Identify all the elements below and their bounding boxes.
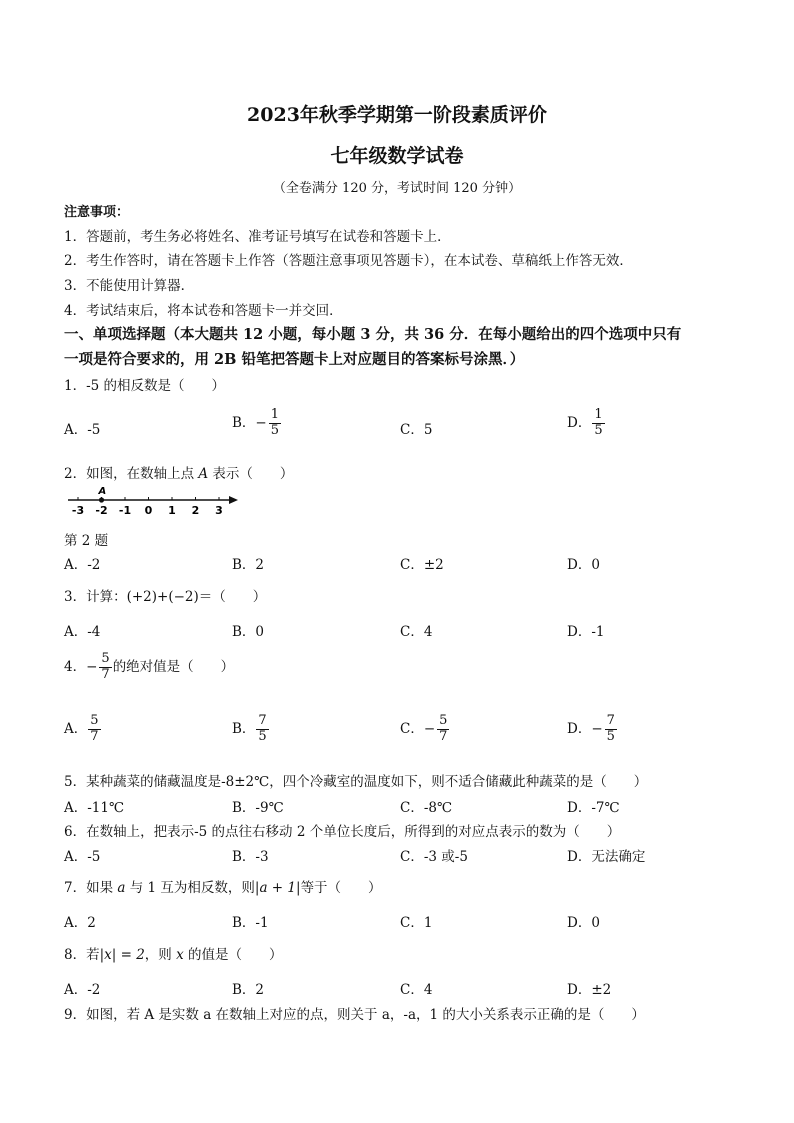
q1-option-c: C．5 xyxy=(400,422,433,438)
number-line-arrow xyxy=(229,496,238,504)
section-heading-line2: 一项是符合要求的，用 2B 铅笔把答题卡上对应题目的答案标号涂黑．） xyxy=(64,351,525,368)
q9-stem: 9．如图，若 A 是实数 a 在数轴上对应的点，则关于 a，-a，1 的大小关系表示正确的是（ ） xyxy=(64,1007,645,1023)
q1-option-b: B．− $\frac{1}{5}$ xyxy=(232,407,280,438)
q2-caption: 第 2 题 xyxy=(64,533,109,549)
q2-stem: 2．如图，在数轴上点 A 表示（ ） xyxy=(64,466,294,482)
q6-option-d: D．无法确定 xyxy=(567,849,646,865)
q5-option-a: A．-11℃ xyxy=(64,800,125,816)
number-line-tick-label: 0 xyxy=(144,504,153,517)
notice-item: 4．考试结束后，将本试卷和答题卡一并交回． xyxy=(64,303,343,319)
q3-option-d: D．-1 xyxy=(567,624,605,640)
q2-option-c: C．±2 xyxy=(400,557,444,573)
q5-option-b: B．-9℃ xyxy=(232,800,284,816)
q4-option-a: A． $\frac{5}{7}$ xyxy=(64,713,99,744)
q5-stem: 5．某种蔬菜的储藏温度是-8±2℃，四个冷藏室的温度如下，则不适合储藏此种蔬菜的是（ ） xyxy=(64,774,648,790)
q2-number-line xyxy=(66,482,246,518)
exam-subtitle: 七年级数学试卷 xyxy=(330,145,464,167)
q2-option-a: A．-2 xyxy=(64,557,101,573)
notice-item: 1．答题前，考生务必将姓名、准考证号填写在试卷和答题卡上． xyxy=(64,229,451,245)
q5-option-d: D．-7℃ xyxy=(567,800,620,816)
q4-stem: 4．− $\frac{5}{7}$ 的绝对值是（ ） xyxy=(64,651,235,682)
number-line-tick-label: 3 xyxy=(215,504,223,517)
q8-option-c: C．4 xyxy=(400,982,433,998)
number-line-tick-label: -2 xyxy=(95,504,108,517)
q1-option-a: A．-5 xyxy=(64,422,101,438)
number-line-tick-label: -3 xyxy=(71,504,85,517)
q3-option-b: B．0 xyxy=(232,624,265,640)
q3-expression: (+2)+(−2) xyxy=(126,589,199,605)
number-line-tick-label: 1 xyxy=(168,504,176,517)
notice-heading: 注意事项： xyxy=(64,205,130,220)
q7-stem: 7．如果 a 与 1 互为相反数，则|a + 1|等于（ ） xyxy=(64,880,382,896)
q7-option-d: D．0 xyxy=(567,915,600,931)
q3-option-c: C．4 xyxy=(400,624,433,640)
q6-option-a: A．-5 xyxy=(64,849,101,865)
point-a-label: A xyxy=(98,486,107,497)
exam-note: （全卷满分 120 分，考试时间 120 分钟） xyxy=(272,181,522,196)
q3-stem: 3．计算：(+2)+(−2)＝（ ） xyxy=(64,589,267,605)
q8-option-d: D．±2 xyxy=(567,982,612,998)
q7-expression: |a + 1| xyxy=(254,880,301,896)
q8-option-b: B．2 xyxy=(232,982,265,998)
q1-option-d: D． $\frac{1}{5}$ xyxy=(567,407,603,438)
number-line-tick-label: -1 xyxy=(118,504,132,517)
q8-expression: |x| = 2 xyxy=(99,947,145,963)
q1-stem: 1．-5 的相反数是（ ） xyxy=(64,378,226,394)
q6-option-b: B．-3 xyxy=(232,849,269,865)
q7-option-a: A．2 xyxy=(64,915,96,931)
q7-option-c: C．1 xyxy=(400,915,433,931)
q6-stem: 6．在数轴上，把表示-5 的点往右移动 2 个单位长度后，所得到的对应点表示的数为（ ） xyxy=(64,824,621,840)
q4-option-c: C．− $\frac{5}{7}$ xyxy=(400,713,448,744)
notice-item: 2．考生作答时，请在答题卡上作答（答题注意事项见答题卡），在本试卷、草稿纸上作答无效． xyxy=(64,253,633,269)
q2-option-d: D．0 xyxy=(567,557,600,573)
notice-item: 3．不能使用计算器． xyxy=(64,278,195,294)
q8-option-a: A．-2 xyxy=(64,982,101,998)
q8-stem: 8．若|x| = 2，则 x 的值是（ ） xyxy=(64,947,283,963)
q4-option-d: D．− $\frac{7}{5}$ xyxy=(567,713,615,744)
q6-option-c: C．-3 或-5 xyxy=(400,849,468,865)
section-heading-line1: 一、单项选择题（本大题共 12 小题，每小题 3 分，共 36 分．在每小题给出的四个选项中只有 xyxy=(64,326,682,343)
q4-option-b: B． $\frac{7}{5}$ xyxy=(232,713,267,744)
q3-option-a: A．-4 xyxy=(64,624,101,640)
number-line-tick-label: 2 xyxy=(191,504,200,517)
point-a-marker xyxy=(99,497,104,502)
exam-title: 2023年秋季学期第一阶段素质评价 xyxy=(247,104,547,126)
q7-option-b: B．-1 xyxy=(232,915,269,931)
q5-option-c: C．-8℃ xyxy=(400,800,453,816)
q2-option-b: B．2 xyxy=(232,557,265,573)
